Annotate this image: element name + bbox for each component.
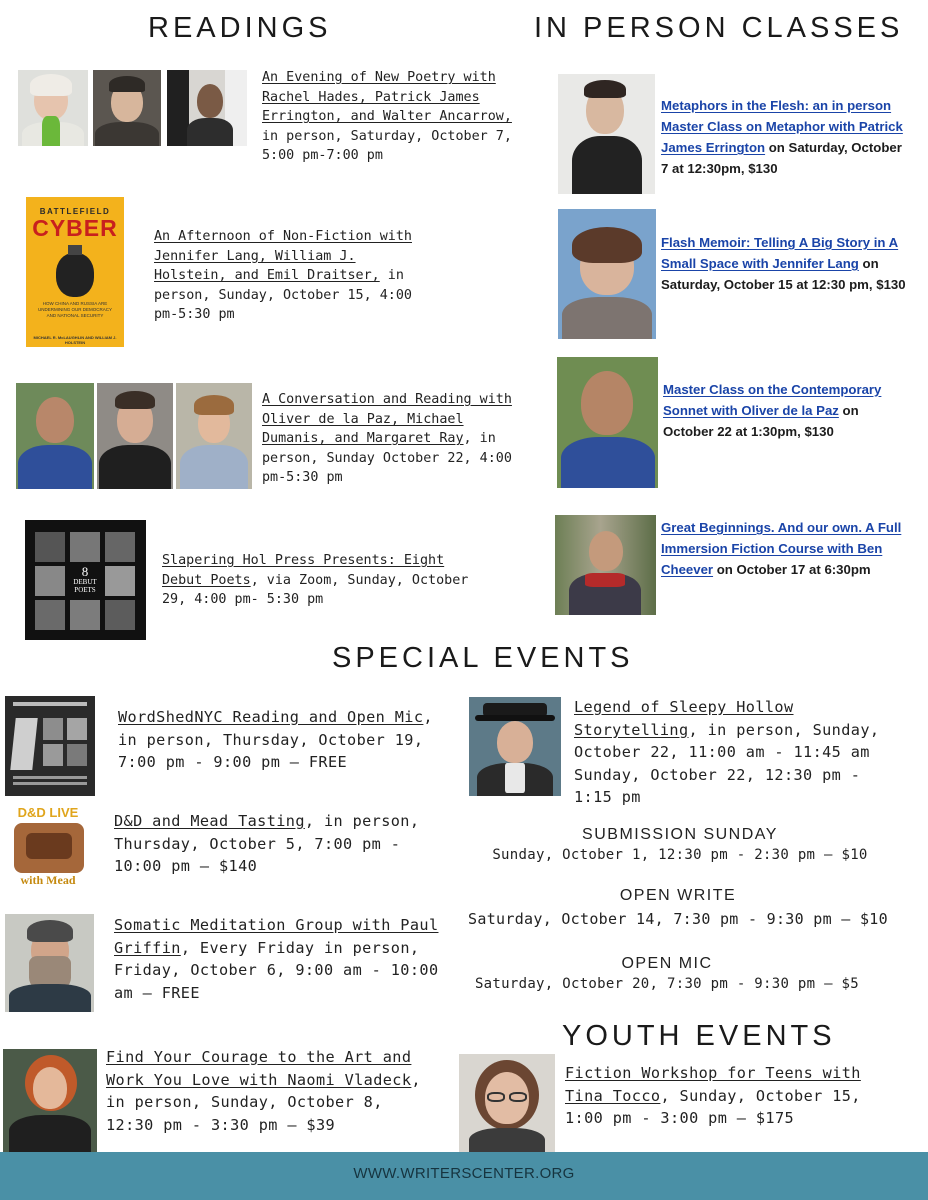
reading-3-photo-2 bbox=[97, 383, 173, 489]
open-mic-title: OPEN MIC bbox=[621, 955, 713, 972]
class-3-photo bbox=[557, 357, 658, 488]
class-4-photo bbox=[555, 515, 656, 615]
special-4-link[interactable]: Find Your Courage to the Art and Work You Love with Naomi Vladeck bbox=[106, 1048, 412, 1089]
class-1-link[interactable]: Metaphors in the Flesh: an in person Master Class on Metaphor with Patrick James Errington bbox=[661, 98, 903, 155]
open-write bbox=[460, 887, 896, 928]
reading-3-text: A Conversation and Reading with Oliver de la Paz, Michael Dumanis, and Margaret Ray, in person, Sunday October 22, 4:00 pm-5:30 pm bbox=[262, 392, 512, 485]
reading-1-photo-2 bbox=[93, 70, 161, 146]
dnd-live-logo: D&D LIVE with Mead bbox=[4, 803, 92, 891]
submission-sunday bbox=[480, 826, 880, 863]
youth-events-heading: YOUTH EVENTS bbox=[562, 1020, 836, 1052]
special-4-text: Find Your Courage to the Art and Work You Love with Naomi Vladeck, in person, Sunday, October 8, 12:30 pm - 3:30 pm – $39 bbox=[106, 1048, 421, 1134]
reading-1-text: An Evening of New Poetry with Rachel Hades, Patrick James Errington, and Walter Ancarrow, in person, Saturday, October 7, 5:00 pm-7:00 pm bbox=[262, 70, 512, 163]
youth-text: Fiction Workshop for Teens with Tina Tocco, Sunday, October 15, 1:00 pm - 3:00 pm – $175 bbox=[565, 1064, 861, 1127]
readings-heading: READINGS bbox=[148, 12, 332, 44]
reading-3-photo-3 bbox=[176, 383, 252, 489]
reading-1-link[interactable]: An Evening of New Poetry with Rachel Hades, Patrick James Errington, and Walter Ancarrow, bbox=[262, 70, 512, 124]
reading-1-photo-1 bbox=[18, 70, 88, 146]
class-4-link[interactable]: Great Beginnings. And our own. A Full Immersion Fiction Course with Ben Cheever bbox=[661, 520, 902, 577]
open-write-details: Saturday, October 14, 7:30 pm - 9:30 pm – $10 bbox=[468, 910, 888, 928]
youth-link[interactable]: Fiction Workshop for Teens with Tina Tocco bbox=[565, 1064, 861, 1105]
class-3-link[interactable]: Master Class on the Contemporary Sonnet with Oliver de la Paz bbox=[663, 382, 882, 418]
youth-photo bbox=[459, 1054, 555, 1152]
open-write-title: OPEN WRITE bbox=[619, 887, 737, 904]
special-1-text: WordShedNYC Reading and Open Mic, in person, Thursday, October 19, 7:00 pm - 9:00 pm – FREE bbox=[118, 708, 433, 771]
class-3-text: Master Class on the Contemporary Sonnet with Oliver de la Paz on October 22 at 1:30pm, $130 bbox=[663, 382, 882, 439]
class-1-text: Metaphors in the Flesh: an in person Master Class on Metaphor with Patrick James Errington on Saturday, October 7 at 12:30pm, $130 bbox=[661, 98, 903, 176]
class-2-photo bbox=[558, 209, 656, 339]
reading-4-link[interactable]: Slapering Hol Press Presents: Eight Debut Poets bbox=[162, 553, 445, 588]
class-2-link[interactable]: Flash Memoir: Telling A Big Story in A Small Space with Jennifer Lang bbox=[661, 235, 899, 271]
submission-sunday-title: SUBMISSION SUNDAY bbox=[582, 826, 778, 843]
sleepy-hollow-photo bbox=[469, 697, 561, 796]
reading-4-text: Slapering Hol Press Presents: Eight Debut Poets, via Zoom, Sunday, October 29, 4:00 pm- 5:30 pm bbox=[162, 553, 469, 607]
sleepy-hollow-text: Legend of Sleepy Hollow Storytelling, in person, Sunday, October 22, 11:00 am - 11:45 am Sunday, October 22, 12:30 pm - 1:15 pm bbox=[574, 698, 880, 806]
footer-bar bbox=[0, 1152, 928, 1200]
open-mic bbox=[462, 955, 872, 992]
reading-2-text: An Afternoon of Non-Fiction with Jennifer Lang, William J. Holstein, and Emil Draitser, in person, Sunday, October 15, 4:00 pm-5:30 pm bbox=[154, 229, 412, 322]
special-events-heading: SPECIAL EVENTS bbox=[332, 642, 634, 674]
special-2-text: D&D and Mead Tasting, in person, Thursday, October 5, 7:00 pm - 10:00 pm – $140 bbox=[114, 812, 420, 875]
special-1-link[interactable]: WordShedNYC Reading and Open Mic bbox=[118, 708, 424, 726]
wordshednyc-poster bbox=[5, 696, 95, 796]
class-4-text: Great Beginnings. And our own. A Full Immersion Fiction Course with Ben Cheever on October 17 at 6:30pm bbox=[661, 520, 902, 577]
special-2-link[interactable]: D&D and Mead Tasting bbox=[114, 812, 305, 830]
open-mic-details: Saturday, October 20, 7:30 pm - 9:30 pm – $5 bbox=[474, 976, 860, 992]
special-3-text: Somatic Meditation Group with Paul Griffin, Every Friday in person, Friday, October 6, 9:00 am - 10:00 am – FREE bbox=[114, 916, 439, 1002]
footer-url-link[interactable]: WWW.WRITERSCENTER.ORG bbox=[353, 1165, 575, 1182]
special-3-link[interactable]: Somatic Meditation Group with Paul Griffin bbox=[114, 916, 439, 957]
reading-3-photo-1 bbox=[16, 383, 94, 489]
reading-1-photo-3 bbox=[167, 70, 247, 146]
eight-debut-poets-poster: 8 DEBUT POETS bbox=[25, 520, 146, 640]
classes-heading: IN PERSON CLASSES bbox=[534, 12, 904, 44]
class-1-photo bbox=[558, 74, 655, 194]
special-3-photo bbox=[5, 914, 94, 1012]
reading-3-link[interactable]: A Conversation and Reading with Oliver de la Paz, Michael Dumanis, and Margaret Ray bbox=[262, 392, 512, 446]
special-4-photo bbox=[3, 1049, 97, 1152]
sleepy-hollow-link[interactable]: Legend of Sleepy Hollow Storytelling bbox=[574, 698, 794, 739]
reading-2-link[interactable]: An Afternoon of Non-Fiction with Jennifer Lang, William J. Holstein, and Emil Draitser, bbox=[154, 229, 412, 283]
battlefield-cyber-book-cover: BATTLEFIELD CYBER HOW CHINA AND RUSSIA ARE UNDERMINING OUR DEMOCRACY AND NATIONAL SECURITY MICHAEL R. McLAUGHLIN AND WILLIAM J. HOLSTEIN bbox=[26, 197, 124, 347]
submission-sunday-details: Sunday, October 1, 12:30 pm - 2:30 pm – $10 bbox=[492, 847, 868, 863]
class-2-text: Flash Memoir: Telling A Big Story in A Small Space with Jennifer Lang on Saturday, October 15 at 12:30 pm, $130 bbox=[661, 235, 906, 292]
